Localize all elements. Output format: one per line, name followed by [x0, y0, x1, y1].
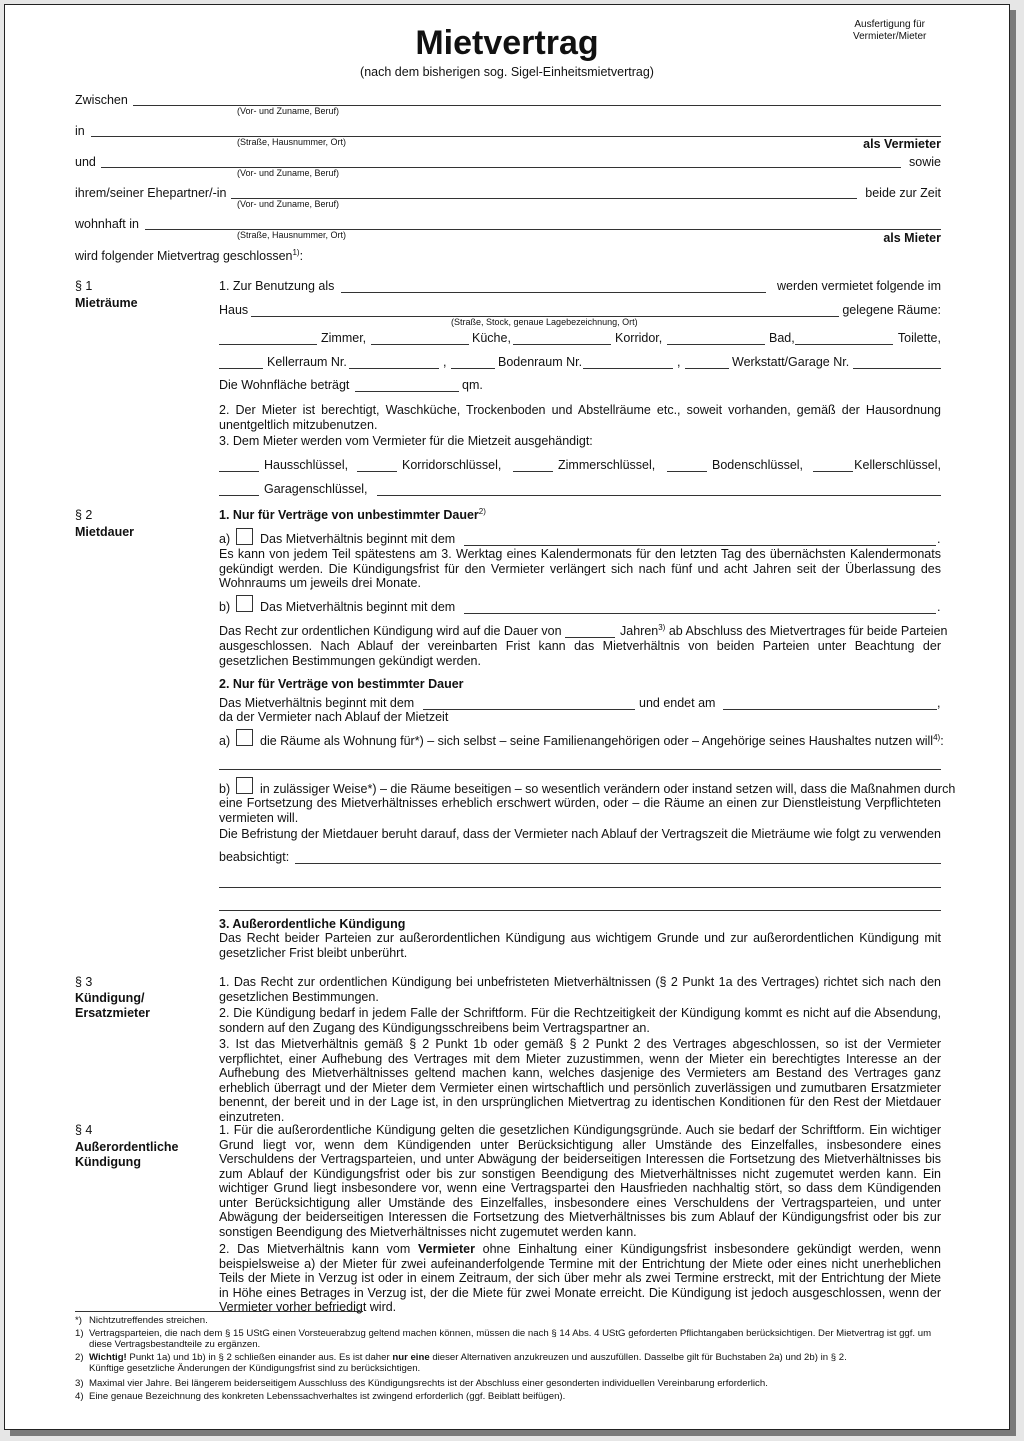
label-und: und: [75, 155, 96, 169]
footnote-4: [75, 1391, 941, 1402]
label-wohnflaeche: Die Wohnfläche beträgt: [219, 378, 350, 392]
label-beide-zur-zeit: beide zur Zeit: [865, 186, 941, 200]
closing-colon: :: [299, 249, 304, 263]
label-zimmerschluessel: Zimmerschlüssel,: [558, 458, 656, 472]
section-4-number: § 4: [75, 1123, 93, 1137]
footnote-star-mark: *): [75, 1315, 82, 1326]
option-2a-colon: :: [940, 734, 944, 748]
section-2-number: § 2: [75, 508, 93, 522]
field-kellerschluessel[interactable]: [813, 471, 853, 472]
field-garagenschluessel[interactable]: [219, 495, 259, 496]
option-1b-para-3: ab Abschluss des Mietvertrages für beide Parteien: [668, 624, 948, 638]
option-2b-label: b): [219, 782, 231, 796]
field-boden-nr[interactable]: [583, 368, 673, 369]
footnote-2: [75, 1352, 941, 1374]
field-korridorschluessel[interactable]: [357, 471, 397, 472]
label-ehepartner: ihrem/seiner Ehepartner/-in: [75, 186, 227, 200]
footnote-ref-3: 3): [658, 622, 666, 632]
field-2-end-date[interactable]: [723, 709, 937, 710]
option-2a-body: die Räume als Wohnung für*) – sich selbst – seine Familienangehörigen oder – Angehörige seines Haushaltes nutzen will: [260, 734, 934, 748]
field-werkstatt-nr[interactable]: [853, 368, 941, 369]
footnote-2-mark: 2): [75, 1352, 84, 1363]
field-werkstatt-count[interactable]: [685, 368, 729, 369]
option-2b-first-line: in zulässiger Weise*) – die Räume beseitigen – so wesentlich verändern oder instand setzen will, dass die Maßnahmen durch: [260, 782, 956, 796]
s2-heading-1-text: 1. Nur für Verträge von unbestimmter Dauer: [219, 508, 479, 522]
field-beabsichtigt-3[interactable]: [219, 910, 941, 911]
footnote-star: [75, 1315, 941, 1326]
footnote-3-text: Maximal vier Jahre. Bei längerem beiderseitigem Ausschluss des Kündigungsrechts ist der Abschluss einer gesonderten individuellen Vereinbarung erforderlich.: [89, 1378, 768, 1389]
s1-haus-label: Haus: [219, 303, 249, 317]
closing-sentence: [75, 249, 303, 264]
comma-2: ,: [677, 355, 681, 369]
s1-line1-tail: werden vermietet folgende im: [777, 279, 941, 293]
field-tenant-name[interactable]: [101, 167, 901, 168]
field-wohnflaeche[interactable]: [355, 391, 459, 392]
option-1b-label: b): [219, 600, 231, 614]
s3-para-1: 1. Das Recht zur ordentlichen Kündigung bei unbefristeten Mietverhältnissen (§ 2 Punkt 1a des Vertrages) richtet sich nach den gesetzlichen Bestimmungen.: [219, 975, 941, 1004]
label-als-vermieter: als Vermieter: [863, 137, 941, 151]
footnote-2-bold-1: Wichtig!: [89, 1352, 127, 1363]
option-1a-label: a): [219, 532, 231, 546]
page-title: Mietvertrag: [415, 24, 599, 62]
s1-line1-label: 1. Zur Benutzung als: [219, 279, 335, 293]
option-1b-para-2: [620, 624, 947, 639]
checkbox-2b[interactable]: [236, 777, 253, 794]
page-subtitle: (nach dem bisherigen sog. Sigel-Einheitsmietvertrag): [360, 65, 654, 79]
section-1-number: § 1: [75, 279, 93, 293]
footnote-1-text: Vertragsparteien, die nach dem § 15 UStG einen Vorsteuerabzug geltend machen können, müssen die nach § 14 Abs. 4 UStG geforderten Pflichtangaben berücksichtigen. Der Mietvertrag ist ggf. um diese Vertragsbestandteile zu ergänzen.: [89, 1328, 932, 1350]
s2-2-reason: da der Vermieter nach Ablauf der Mietzeit: [219, 710, 449, 724]
option-1b-text: Das Mietverhältnis beginnt mit dem: [260, 600, 456, 614]
field-beabsichtigt-1[interactable]: [295, 863, 941, 864]
section-3-title-1: Kündigung/: [75, 991, 145, 1005]
option-1b-para-rest: ausgeschlossen. Nach Ablauf der vereinbarten Frist kann das Mietverhältnis von beiden Parteien unter Beachtung der gesetzlichen Bestimmungen gekündigt werden.: [219, 639, 941, 668]
label-korridor: Korridor,: [615, 331, 663, 345]
section-4-title-1: Außerordentliche: [75, 1140, 179, 1154]
copy-note-line-1: Ausfertigung für: [854, 19, 925, 30]
field-keller-nr[interactable]: [349, 368, 439, 369]
field-landlord-address[interactable]: [91, 136, 941, 137]
label-bodenschluessel: Bodenschlüssel,: [712, 458, 804, 472]
s4-para-1: 1. Für die außerordentliche Kündigung gelten die gesetzlichen Kündigungsgründe. Auch sie bedarf der Schriftform. Ein wichtiger Grund liegt vor, wenn dem Kündigenden unter Berücksichtigung aller Umstände des Einzelfalles, insbesondere eines Verschuldens der Vertragsparteien, und unter Abwägung der beiderseitigen Interessen die Fortsetzung des Mietverhältnisses bis zum Ablauf der Kündigungsfrist oder bis zur sonstigen Beendigung des Mietverhältnisses nicht zugemutet werden kann. Ein wichtiger Grund liegt insbesondere vor, wenn eine Vertragspartei den Hausfrieden nachhaltig stört, so dass dem Kündigenden unter Berücksichtigung aller Umstände des Einzelfalles, insbesondere eines Verschuldens der Vertragsparteien, und unter Abwägung der beiderseitigen Interessen die Fortsetzung des Mietverhältnisses bis zum Ablauf der Kündigungsfrist oder bis zur sonstigen Beendigung des Mietverhältnisses nicht zugemutet werden kann.: [219, 1123, 941, 1239]
footnote-ref-4: 4): [933, 732, 941, 742]
label-kellerschluessel: Kellerschlüssel,: [854, 458, 941, 472]
section-4-title-2: Kündigung: [75, 1155, 141, 1169]
option-2a-label: a): [219, 734, 231, 748]
hint-tenant-name: (Vor- und Zuname, Beruf): [237, 168, 340, 178]
copy-note-line-2: Vermieter/Mieter: [853, 31, 927, 42]
footnote-3-mark: 3): [75, 1378, 84, 1389]
field-zimmer-count[interactable]: [219, 344, 317, 345]
option-1a-para: Es kann von jedem Teil spätestens am 3. Werktag eines Kalendermonats für den letzten Tag des übernächsten Kalendermonats gekündigt werden. Die Kündigungsfrist für den Vermieter verlängert sich nach fünf und acht Jahren seit der Überlassung des Wohnraums um jeweils drei Monate.: [219, 547, 941, 590]
option-1b-dot: .: [937, 600, 941, 614]
s1-gelegene-label: gelegene Räume:: [842, 303, 941, 317]
footnote-ref-1: 1): [292, 247, 300, 257]
s2-heading-1: [219, 508, 486, 523]
s2-2-end-label: und endet am: [639, 696, 716, 710]
section-2-title: Mietdauer: [75, 525, 135, 539]
s4-para-2: [219, 1242, 941, 1315]
field-1b-years[interactable]: [565, 637, 615, 638]
s2-2-comma: ,: [937, 696, 941, 710]
comma-1: ,: [443, 355, 447, 369]
copy-note: [853, 19, 926, 43]
label-in: in: [75, 124, 85, 138]
s1-para-2: 2. Der Mieter ist berechtigt, Waschküche, Trockenboden und Abstellräume etc., soweit vorhanden, gemäß der Hausordnung unentgeltlich mitzubenutzen.: [219, 403, 941, 432]
field-1a-start-date[interactable]: [464, 545, 936, 546]
field-toilette-count[interactable]: [795, 344, 893, 345]
field-bodenschluessel[interactable]: [667, 471, 707, 472]
field-beabsichtigt-2[interactable]: [219, 887, 941, 888]
field-keller-count[interactable]: [219, 368, 263, 369]
s4-para-2-a: 2. Das Mietverhältnis kann vom: [219, 1242, 418, 1256]
closing-text: wird folgender Mietvertrag geschlossen: [75, 249, 293, 263]
option-1b-jahren: Jahren: [620, 624, 659, 638]
s2-heading-3: 3. Außerordentliche Kündigung: [219, 917, 406, 931]
s2-heading-2: 2. Nur für Verträge von bestimmter Dauer: [219, 677, 464, 691]
contract-page: [4, 4, 1010, 1430]
checkbox-2a[interactable]: [236, 729, 253, 746]
s1-para-3: 3. Dem Mieter werden vom Vermieter für die Mietzeit ausgehändigt:: [219, 434, 593, 448]
label-zimmer: Zimmer,: [321, 331, 367, 345]
footnote-2-text-a: Punkt 1a) und 1b) in § 2 schließen einander aus. Es ist daher: [126, 1352, 393, 1363]
label-korridorschluessel: Korridorschlüssel,: [402, 458, 502, 472]
footnote-star-text: Nichtzutreffendes streichen.: [89, 1315, 208, 1326]
label-zwischen: Zwischen: [75, 93, 128, 107]
option-2a-text: [260, 734, 944, 749]
field-2-start-date[interactable]: [423, 709, 635, 710]
footnote-2-text-b: dieser Alternativen anzukreuzen und auszufüllen. Dasselbe gilt für Buchstaben 2a) und 2b) in § 2.: [429, 1352, 847, 1363]
label-sowie: sowie: [909, 155, 941, 169]
option-2b-rest: eine Fortsetzung des Mietverhältnisses erheblich erschwert würden, oder – die Räume an einen zur Dienstleistung Verpflichteten vermieten will.: [219, 796, 941, 825]
field-boden-count[interactable]: [451, 368, 495, 369]
option-1a-text: Das Mietverhältnis beginnt mit dem: [260, 532, 456, 546]
checkbox-1a[interactable]: [236, 528, 253, 545]
hint-partner-name: (Vor- und Zuname, Beruf): [237, 199, 340, 209]
hint-tenant-address: (Straße, Hausnummer, Ort): [237, 230, 347, 240]
field-korridor-count[interactable]: [513, 344, 611, 345]
field-1b-start-date[interactable]: [464, 613, 936, 614]
footnote-1-mark: 1): [75, 1328, 84, 1339]
footnote-divider: [75, 1311, 363, 1312]
footnote-1: [75, 1328, 941, 1350]
section-3-number: § 3: [75, 975, 93, 989]
label-kueche: Küche,: [472, 331, 511, 345]
footnote-3: [75, 1378, 941, 1389]
label-werkstatt: Werkstatt/Garage Nr.: [732, 355, 850, 369]
field-2a-details[interactable]: [219, 769, 941, 770]
s4-para-2-bold: Vermieter: [417, 1242, 475, 1256]
label-wohnhaft: wohnhaft in: [75, 217, 139, 231]
option-1b-para-1: Das Recht zur ordentlichen Kündigung wird auf die Dauer von: [219, 624, 562, 638]
s2-befristung: Die Befristung der Mietdauer beruht darauf, dass der Vermieter nach Ablauf der Vertragszeit die Mieträume wie folgt zu verwenden: [219, 827, 941, 841]
section-1-title: Mieträume: [75, 296, 138, 310]
hint-landlord-name: (Vor- und Zuname, Beruf): [237, 106, 340, 116]
field-usage[interactable]: [341, 292, 766, 293]
s2-para-3: Das Recht beider Parteien zur außerordentlichen Kündigung aus wichtigem Grunde und zur außerordentlichen Kündigung mit gesetzlicher Frist bleibt unberührt.: [219, 931, 941, 960]
label-hausschluessel: Hausschlüssel,: [264, 458, 349, 472]
label-garagenschluessel: Garagenschlüssel,: [264, 482, 368, 496]
field-hausschluessel[interactable]: [219, 471, 259, 472]
footnote-4-mark: 4): [75, 1391, 84, 1402]
field-bad-count[interactable]: [667, 344, 765, 345]
label-bodenraum: Bodenraum Nr.: [498, 355, 583, 369]
label-kellerraum: Kellerraum Nr.: [267, 355, 347, 369]
label-beabsichtigt: beabsichtigt:: [219, 850, 290, 864]
label-bad: Bad,: [769, 331, 795, 345]
footnote-4-text: Eine genaue Bezeichnung des konkreten Lebenssachverhaltes ist zwingend erforderlich (ggf. Beiblatt beifügen).: [89, 1391, 566, 1402]
label-als-mieter: als Mieter: [883, 231, 941, 245]
footnote-2-bold-2: nur eine: [392, 1352, 430, 1363]
footnote-2-text-c: Künftige gesetzliche Änderungen der Kündigungsfrist sind zu berücksichtigen.: [89, 1363, 421, 1374]
s2-2-begin: Das Mietverhältnis beginnt mit dem: [219, 696, 415, 710]
s4-para-2-b: ohne Einhaltung einer Kündigungsfrist insbesondere gekündigt werden, wenn beispielsweise a) der Mieter für zwei aufeinanderfolgende Termine mit der Entrichtung der Miete oder eines nicht unerheblichen Teils der Miete in Verzug ist oder in einem Zeitraum, der sich über mehr als zwei Termine erstreckt, mit der Entrichtung der Miete in Höhe eines Betrages in Verzug ist, der die Miete für zwei Monate erreicht. Die Kündigung ist jedoch ausgeschlossen, wenn der Vermieter vorher befriedigt wird.: [219, 1242, 941, 1314]
footnote-ref-2: 2): [478, 506, 486, 516]
field-kueche-count[interactable]: [371, 344, 469, 345]
hint-haus: (Straße, Stock, genaue Lagebezeichnung, Ort): [451, 317, 638, 327]
s3-para-3: 3. Ist das Mietverhältnis gemäß § 2 Punkt 1b oder gemäß § 2 Punkt 2 des Vertrages abgeschlossen, so ist der Vermieter verpflichtet, einer Aufhebung des Vertrages mit dem Mieter zuzustimmen, wenn der Mieter ein berechtigtes Interesse an der Aufhebung des Mietverhältnisses geltend machen kann, welches dasjenige des Vermieters am Bestand des Vertrages ganz erheblich überragt und der Mieter dem Vermieter einen wirtschaftlich und persönlich zuverlässigen und zumutbaren Ersatzmieter benennt, der bereit und in der Lage ist, in den ursprünglichen Mietvertrag zu identischen Konditionen für den Rest der Mietdauer einzutreten.: [219, 1037, 941, 1124]
field-zimmerschluessel[interactable]: [513, 471, 553, 472]
hint-landlord-address: (Straße, Hausnummer, Ort): [237, 137, 347, 147]
s3-para-2: 2. Die Kündigung bedarf in jedem Falle der Schriftform. Für die Rechtzeitigkeit der Kündigung kommt es nicht auf die Absendung, sondern auf den Zugang des Kündigungsschreibens beim Vertragspartner an.: [219, 1006, 941, 1035]
checkbox-1b[interactable]: [236, 595, 253, 612]
option-1a-dot: .: [937, 532, 941, 546]
label-qm: qm.: [462, 378, 483, 392]
field-other-keys[interactable]: [377, 495, 941, 496]
label-toilette: Toilette,: [897, 331, 941, 345]
section-3-title-2: Ersatzmieter: [75, 1006, 151, 1020]
